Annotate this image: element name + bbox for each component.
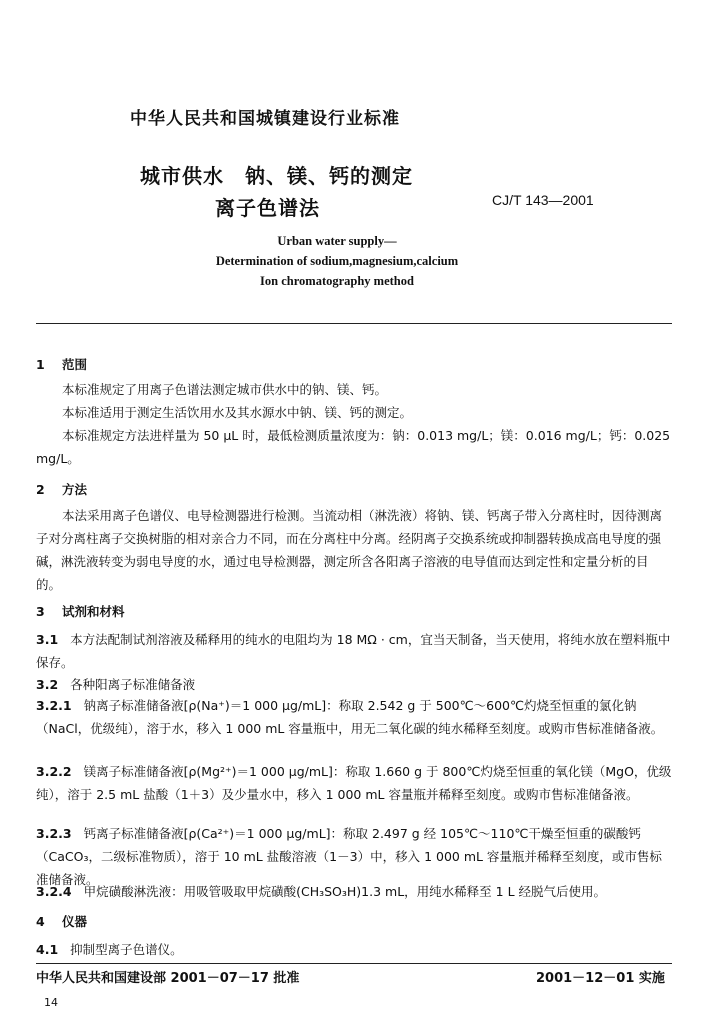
section-3-heading (36, 602, 125, 620)
clause-text: 抑制型离子色谱仪。 (70, 942, 183, 957)
clause-4-1 (36, 938, 672, 961)
clause-3-2 (36, 673, 672, 696)
clause-text: 本方法配制试剂溶液及稀释用的纯水的电阻均为 18 MΩ · cm，宜当天制备，当天使用，将纯水放在塑料瓶中保存。 (36, 632, 671, 670)
clause-number: 3.2.1 (36, 698, 72, 713)
paragraph: 本标准规定方法进样量为 50 μL 时，最低检测质量浓度为：钠：0.013 mg/L；镁：0.016 mg/L；钙：0.025 mg/L。 (36, 428, 671, 466)
clause-text: 镁离子标准储备液[ρ(Mg²⁺)＝1 000 μg/mL]：称取 1.660 g 于 800℃灼烧至恒重的氧化镁（MgO，优级纯），溶于 2.5 mL 盐酸（1＋3）及少量水中，移入 1 000 mL 容量瓶并稀释至刻度。或购市售标准储备液。 (36, 764, 672, 802)
footer-divider (36, 963, 672, 964)
clause-3-1 (36, 628, 672, 674)
section-1-heading (36, 355, 87, 373)
page-number: 14 (44, 996, 58, 1009)
clause-number: 4.1 (36, 942, 59, 957)
clause-number: 3.2.3 (36, 826, 72, 841)
implementation-date: 2001－12－01 实施 (536, 971, 665, 986)
section-title: 仪器 (62, 914, 88, 929)
section-title: 范围 (62, 357, 88, 372)
section-number: 4 (36, 914, 45, 929)
clause-text: 钠离子标准储备液[ρ(Na⁺)＝1 000 μg/mL]：称取 2.542 g 于 500℃～600℃灼烧至恒重的氯化钠（NaCl，优级纯），溶于水，移入 1 000 mL 容量瓶中，用无二氧化碳的纯水稀释至刻度。或购市售标准储备液。 (36, 698, 664, 736)
clause-3-2-4 (36, 880, 672, 903)
section-2-heading (36, 480, 87, 498)
clause-number: 3.2 (36, 677, 59, 692)
clause-text: 各种阳离子标准储备液 (70, 677, 196, 692)
section-number: 2 (36, 482, 45, 497)
english-title-line-1: Urban water supply— (277, 234, 397, 248)
standard-header: 中华人民共和国城镇建设行业标准 (130, 109, 400, 129)
section-4-heading (36, 912, 87, 930)
paragraph: 本法采用离子色谱仪、电导检测器进行检测。当流动相（淋洗液）将钠、镁、钙离子带入分离柱时，因待测离子对分离柱离子交换树脂的相对亲合力不同，而在分离柱中分离。经阴离子交换系统或抑制器转换成高电导度的强碱，淋洗液转变为弱电导度的水，通过电导检测器，测定所含各阳离子溶液的电导值而达到定性和定量分析的目的。 (36, 508, 663, 592)
approval-date: 中华人民共和国建设部 2001－07－17 批准 (36, 971, 300, 986)
clause-number: 3.2.4 (36, 884, 72, 899)
title-line-1: 城市供水 钠、镁、钙的测定 (140, 164, 413, 188)
paragraph: 本标准适用于测定生活饮用水及其水源水中钠、镁、钙的测定。 (62, 405, 413, 420)
clause-text: 钙离子标准储备液[ρ(Ca²⁺)＝1 000 μg/mL]：称取 2.497 g 经 105℃～110℃干燥至恒重的碳酸钙（CaCO₃，二级标准物质），溶于 10 mL 盐酸溶液（1－3）中，移入 1 000 mL 容量瓶并稀释至刻度，或市售标准储备液。 (36, 826, 662, 887)
clause-3-2-1 (36, 694, 672, 740)
title-line-2: 离子色谱法 (215, 196, 320, 220)
clause-number: 3.1 (36, 632, 59, 647)
standard-number: CJ/T 143—2001 (492, 192, 594, 208)
section-title: 方法 (62, 482, 88, 497)
clause-number: 3.2.2 (36, 764, 72, 779)
english-title-line-2: Determination of sodium,magnesium,calcium (215, 254, 459, 268)
clause-3-2-2 (36, 760, 672, 806)
paragraph: 本标准规定了用离子色谱法测定城市供水中的钠、镁、钙。 (62, 382, 388, 397)
english-title-line-3: Ion chromatography method (260, 274, 414, 288)
title-divider (36, 323, 672, 324)
clause-text: 甲烷磺酸淋洗液：用吸管吸取甲烷磺酸(CH₃SO₃H)1.3 mL，用纯水稀释至 1 L 经脱气后使用。 (83, 884, 607, 899)
section-title: 试剂和材料 (62, 604, 125, 619)
section-number: 3 (36, 604, 45, 619)
section-number: 1 (36, 357, 45, 372)
